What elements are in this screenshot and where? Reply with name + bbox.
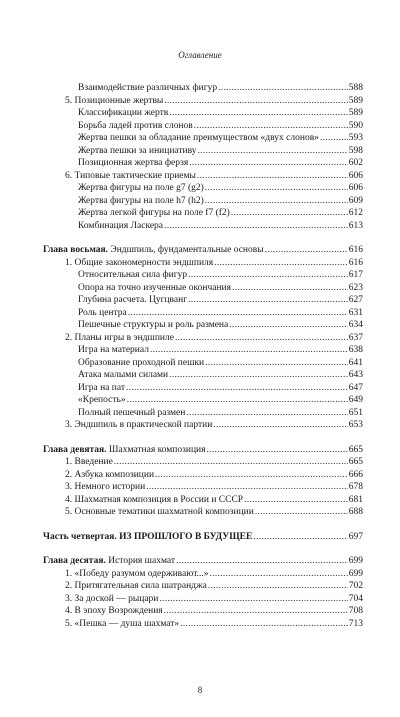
dot-leader [207, 444, 348, 457]
toc-section: 1. Введение ..... 665 [43, 456, 363, 469]
toc-entry: Образование проходной пешки ..... 641 [43, 357, 363, 370]
dot-leader [164, 605, 348, 618]
dot-leader [155, 469, 348, 482]
dot-leader [244, 494, 348, 507]
dot-leader [197, 170, 348, 183]
dot-leader [229, 319, 348, 332]
dot-leader [232, 282, 348, 295]
dot-leader [114, 456, 348, 469]
toc-entry: «Крепость» ..... 649 [43, 394, 363, 407]
dot-leader [127, 394, 348, 407]
toc-entry: Жертва пешки за обладание преимуществом «двух слонов» ..... 593 [43, 132, 363, 145]
dot-leader [320, 132, 348, 145]
dot-leader [169, 107, 347, 120]
dot-leader [188, 269, 348, 282]
dot-leader [205, 182, 348, 195]
dot-leader [169, 369, 348, 382]
toc-entry: Жертва пешки за инициативу ..... 598 [43, 145, 363, 158]
dot-leader [146, 481, 348, 494]
toc-entry: Глубина расчета. Цугцванг ..... 627 [43, 294, 363, 307]
dot-leader [128, 307, 348, 320]
toc-section: 4. В эпоху Возрождения ..... 708 [43, 605, 363, 618]
toc-section: 3. За доской — рыцари ..... 704 [43, 593, 363, 606]
dot-leader [164, 95, 347, 108]
dot-leader [265, 244, 348, 257]
page-number: 8 [197, 685, 203, 695]
toc-part-heading: Часть четвертая. ИЗ ПРОШЛОГО В БУДУЩЕЕ ..... 697 [43, 531, 363, 544]
dot-leader [210, 568, 348, 581]
toc-chapter-heading: Глава восьмая. Эндшпиль, фундаментальные основы ..... 616 [43, 244, 363, 257]
toc-section: 2. Азбука композиции ..... 666 [43, 469, 363, 482]
toc-entry: Атака малыми силами ..... 643 [43, 369, 363, 382]
toc-section: 5. «Пешка — душа шахмат» ..... 713 [43, 618, 363, 631]
toc-section: 4. Шахматная композиция в России и СССР ..... 681 [43, 494, 363, 507]
running-head: Оглавление [178, 50, 222, 60]
table-of-contents [43, 82, 363, 630]
dot-leader [208, 580, 348, 593]
toc-chapter-heading: Глава десятая. История шахмат ..... 699 [43, 555, 363, 568]
toc-section: 5. Основные тематики шахматной композиции ..... 688 [43, 506, 363, 519]
toc-entry: Жертва фигуры на поле h7 (h2) ..... 609 [43, 195, 363, 208]
dot-leader [176, 555, 348, 568]
dot-leader [159, 593, 347, 606]
dot-leader [175, 332, 348, 345]
toc-entry: Опора на точно изученные окончания ..... 623 [43, 282, 363, 295]
toc-chapter-heading: Глава девятая. Шахматная композиция ..... 665 [43, 444, 363, 457]
dot-leader [186, 407, 347, 420]
toc-entry: Игра на пат ..... 647 [43, 382, 363, 395]
toc-section: 1. «Победу разумом одерживают...» ..... 699 [43, 568, 363, 581]
toc-entry: Игра на материал ..... 638 [43, 344, 363, 357]
toc-section: 1. Общие закономерности эндшпиля ..... 616 [43, 257, 363, 270]
toc-entry: Полный пешечный размен ..... 651 [43, 407, 363, 420]
dot-leader [253, 531, 347, 544]
dot-leader [205, 195, 348, 208]
toc-section: 5. Позиционные жертвы ..... 589 [43, 95, 363, 108]
toc-entry: Комбинация Ласкера ..... 613 [43, 220, 363, 233]
toc-section: 2. Притягательная сила шатранджа ..... 702 [43, 580, 363, 593]
dot-leader [218, 82, 348, 95]
dot-leader [126, 382, 348, 395]
dot-leader [214, 257, 348, 270]
toc-section: 2. Планы игры в эндшпиле ..... 637 [43, 332, 363, 345]
dot-leader [180, 618, 348, 631]
dot-leader [150, 344, 348, 357]
toc-entry: Позиционная жертва ферзя ..... 602 [43, 157, 363, 170]
dot-leader [189, 157, 348, 170]
toc-entry: Жертва легкой фигуры на поле f7 (f2) ..... 612 [43, 207, 363, 220]
toc-section: 6. Типовые тактические приемы ..... 606 [43, 170, 363, 183]
dot-leader [198, 145, 348, 158]
dot-leader [188, 294, 348, 307]
toc-entry: Классификации жертв ..... 589 [43, 107, 363, 120]
toc-entry: Роль центра ..... 631 [43, 307, 363, 320]
dot-leader [205, 357, 348, 370]
dot-leader [164, 220, 348, 233]
dot-leader [231, 207, 348, 220]
dot-leader [194, 120, 348, 133]
toc-section: 3. Немного истории ..... 678 [43, 481, 363, 494]
dot-leader [255, 506, 348, 519]
dot-leader [213, 419, 347, 432]
toc-entry: Взаимодействие различных фигур ..... 588 [43, 82, 363, 95]
toc-entry: Пешечные структуры и роль размена ..... 634 [43, 319, 363, 332]
toc-entry: Относительная сила фигур ..... 617 [43, 269, 363, 282]
toc-section: 3. Эндшпиль в практической партии ..... 653 [43, 419, 363, 432]
toc-entry: Жертва фигуры на поле g7 (g2) ..... 606 [43, 182, 363, 195]
toc-entry: Борьба ладей против слонов ..... 590 [43, 120, 363, 133]
